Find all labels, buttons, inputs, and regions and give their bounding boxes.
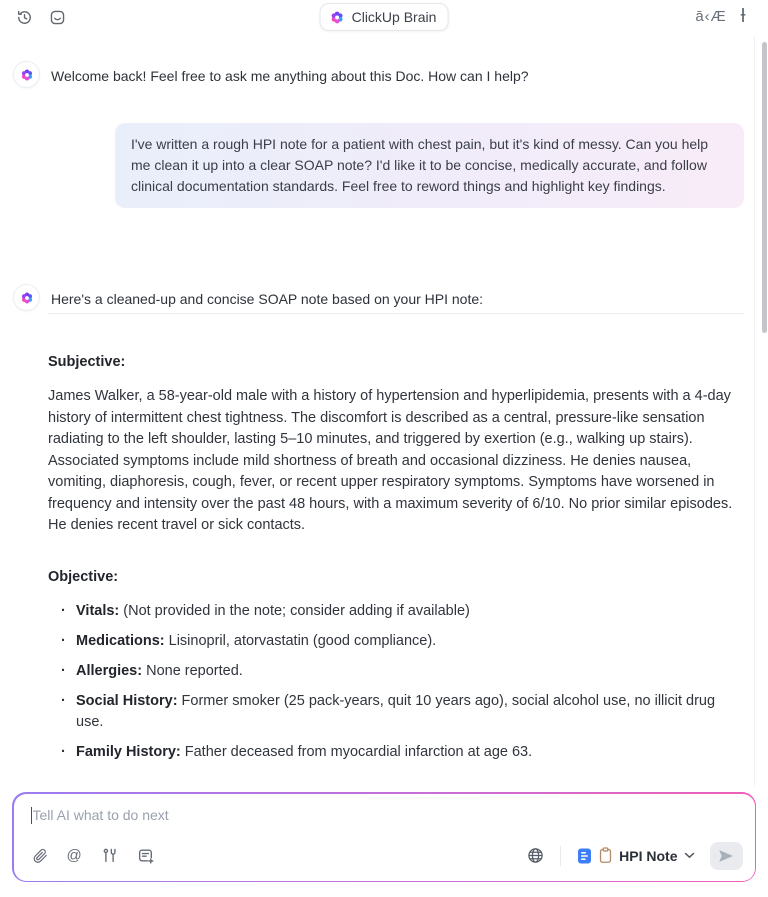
clickup-brain-title: ClickUp Brain [351,9,437,25]
doc-icon [577,848,592,864]
composer-tools-left [32,847,155,865]
objective-item-label: Vitals: [76,602,120,619]
objective-list [48,601,740,764]
subjective-heading: Subjective: [48,354,126,370]
objective-item-medications [60,631,740,653]
top-bar [0,0,768,34]
clipboard-icon [598,847,613,864]
more-options-icon[interactable]: ā‹Æ [695,7,727,25]
objective-item-social-history [60,691,740,734]
send-icon [717,848,735,864]
response-intro-text: Here's a cleaned-up and concise SOAP note based on your HPI note: [51,291,484,307]
ai-response-row [13,284,742,311]
clickup-brain-logo-icon [330,10,345,25]
objective-item-text: Father deceased from myocardial infarction at age 63. [184,744,533,760]
ai-avatar [13,61,40,88]
footer-divider [560,846,561,866]
top-bar-left [13,6,68,28]
close-icon[interactable]: Ɨ [740,5,746,27]
history-icon[interactable] [13,6,35,28]
objective-item-label: Social History: [76,692,178,709]
scrollbar-thumb[interactable] [762,42,767,333]
welcome-message-text: Welcome back! Feel free to ask me anything about this Doc. How can I help? [51,68,529,84]
objective-item-text: Former smoker (25 pack-years, quit 10 years ago), social alcohol use, no illicit drug use. [76,692,716,730]
attachment-icon[interactable] [32,848,48,864]
objective-item-label: Family History: [76,744,181,760]
objective-heading: Objective: [48,568,119,585]
subjective-paragraph: James Walker, a 58-year-old male with a history of hypertension and hyperlipidemia, presents with a 4-day history of intermittent chest tightness. The discomfort is described as a central, pressure-like sensation radiating to the left shoulder, lasting 5–10 minutes, and triggered by exertion (e.g., walking up stairs). Associated symptoms include mild shortness of breath and occasional dizziness. He denies nausea, vomiting, diaphoresis, cough, fever, or recent upper respiratory symptoms. Symptoms have worsened in frequency and intensity over the past 48 hours, with a maximum severity of 6/10. No prior similar episodes. He denies recent travel or sick contacts. [48,388,733,533]
context-doc-selector[interactable] [577,847,694,864]
objective-item-text: None reported. [146,662,243,679]
objective-item-label: Allergies: [76,662,143,679]
tools-icon[interactable] [101,847,118,864]
ai-avatar [13,284,40,311]
objective-item-family-history [60,742,740,764]
top-bar-right [695,5,754,27]
objective-item-label: Medications: [76,632,165,649]
composer-inner [14,794,755,881]
context-doc-label: HPI Note [619,847,678,864]
user-message-text: I've written a rough HPI note for a patient with chest pain, but it's kind of messy. Can you help me clean it up into a clear SOAP note? I'd like it to be concise, medically accurate, and follow clinical documentation standards. Feel free to reword things and highlight key findings. [131,136,709,194]
scrollbar-track [754,36,755,786]
text-caret [31,807,32,824]
composer-footer [32,842,743,870]
clickup-brain-pill[interactable] [320,3,449,31]
chevron-down-icon [684,852,695,859]
send-button[interactable] [710,842,743,870]
composer [12,792,756,882]
prompt-templates-icon[interactable] [137,847,155,865]
soap-note [48,352,740,772]
objective-item-allergies [60,661,740,683]
objective-item-vitals [60,601,740,623]
response-divider [48,313,744,314]
new-chat-icon[interactable] [46,6,68,28]
composer-tools-right [527,842,742,870]
mention-icon[interactable]: @ [66,847,82,864]
user-message-bubble [115,123,744,208]
composer-input[interactable] [33,807,736,823]
web-search-icon[interactable] [527,847,544,864]
ai-welcome-message-row [13,61,742,88]
objective-item-text: Lisinopril, atorvastatin (good compliance). [168,632,437,649]
objective-item-text: (Not provided in the note; consider adding if available) [123,602,470,619]
